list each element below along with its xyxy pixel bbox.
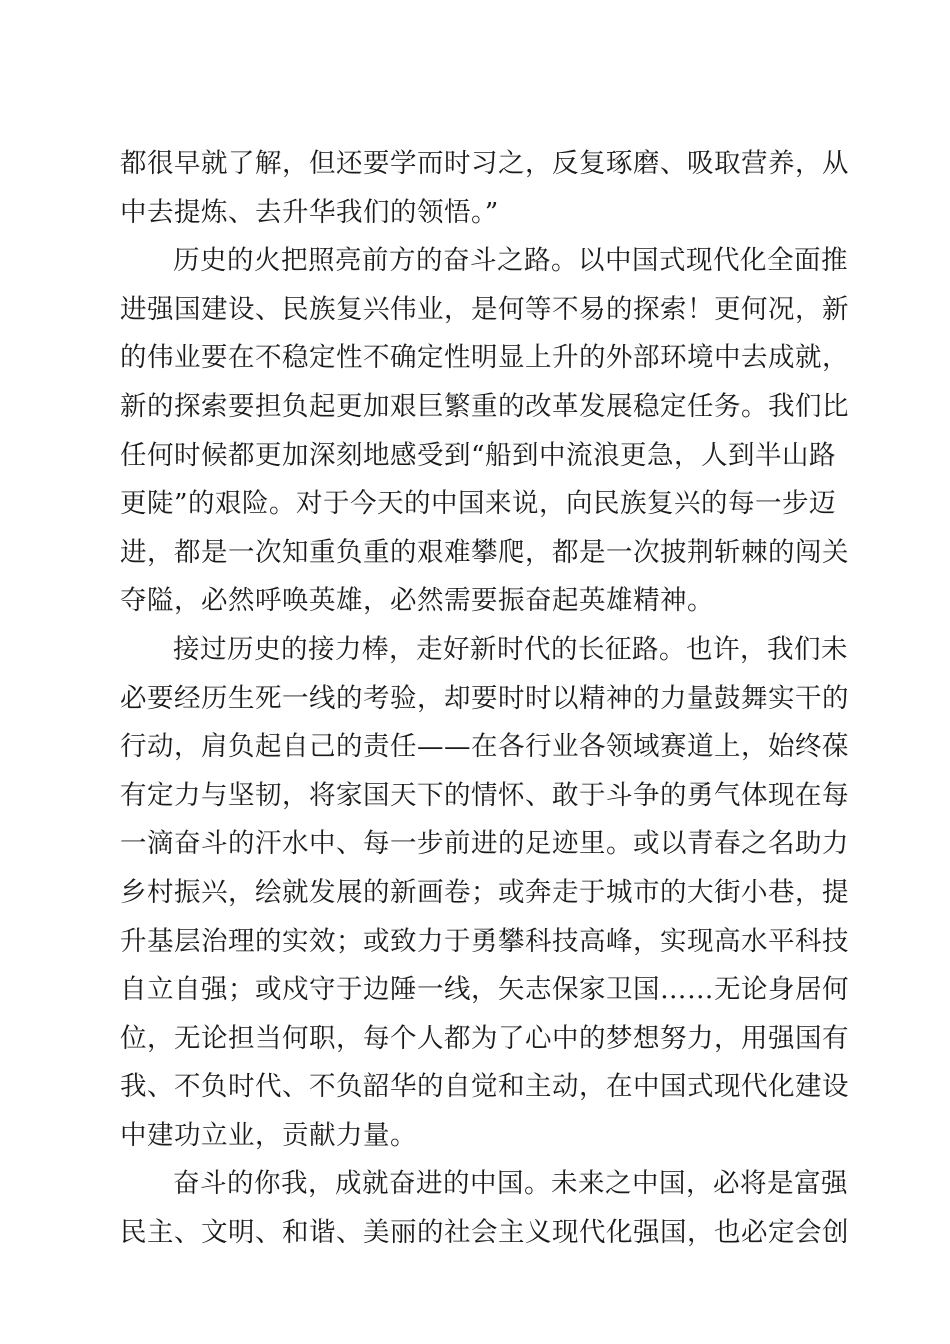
paragraph-first-line: 历史的火把照亮前方的奋斗之路。以中国式现代化全面推 (173, 245, 848, 277)
text-line: 更陡”的艰险。对于今天的中国来说，向民族复兴的每一步迈 (120, 488, 837, 520)
text-line: 升基层治理的实效；或致力于勇攀科技高峰，实现高水平科技 (120, 925, 849, 957)
body-text (120, 140, 849, 1258)
text-line: 的伟业要在不稳定性不确定性明显上升的外部环境中去成就， (120, 342, 849, 374)
text-line: 夺隘，必然呼唤英雄，必然需要振奋起英雄精神。 (120, 585, 714, 617)
text-line: 新的探索要担负起更加艰巨繁重的改革发展稳定任务。我们比 (120, 390, 849, 422)
text-line: 任何时候都更加深刻地感受到“船到中流浪更急，人到半山路 (120, 439, 837, 471)
paragraph-first-line: 接过历史的接力棒，走好新时代的长征路。也许，我们未 (173, 633, 848, 665)
text-line: 自立自强；或戍守于边陲一线，矢志保家卫国……无论身居何 (120, 974, 849, 1006)
paragraph-first-line: 奋斗的你我，成就奋进的中国。未来之中国，必将是富强 (173, 1168, 848, 1200)
text-line: 我、不负时代、不负韶华的自觉和主动，在中国式现代化建设 (120, 1071, 849, 1103)
text-line: 有定力与坚韧，将家国天下的情怀、敢于斗争的勇气体现在每 (120, 779, 849, 811)
text-line: 中去提炼、去升华我们的领悟。” (120, 196, 499, 228)
text-line: 必要经历生死一线的考验，却要时时以精神的力量鼓舞实干的 (120, 682, 849, 714)
text-line: 行动，肩负起自己的责任——在各行业各领域赛道上，始终葆 (120, 731, 849, 763)
text-line: 进，都是一次知重负重的艰难攀爬，都是一次披荆斩棘的闯关 (120, 536, 849, 568)
text-line: 民主、文明、和谐、美丽的社会主义现代化强国，也必定会创 (120, 1217, 849, 1249)
text-line: 都很早就了解，但还要学而时习之，反复琢磨、吸取营养，从 (120, 148, 849, 179)
text-line: 位，无论担当何职，每个人都为了心中的梦想努力，用强国有 (120, 1022, 849, 1054)
text-line: 一滴奋斗的汗水中、每一步前进的足迹里。或以青春之名助力 (120, 828, 849, 860)
text-line: 中建功立业，贡献力量。 (120, 1119, 417, 1151)
text-line: 乡村振兴，绘就发展的新画卷；或奔走于城市的大街小巷，提 (120, 876, 849, 908)
text-line: 进强国建设、民族复兴伟业，是何等不易的探索！更何况，新 (120, 293, 849, 325)
